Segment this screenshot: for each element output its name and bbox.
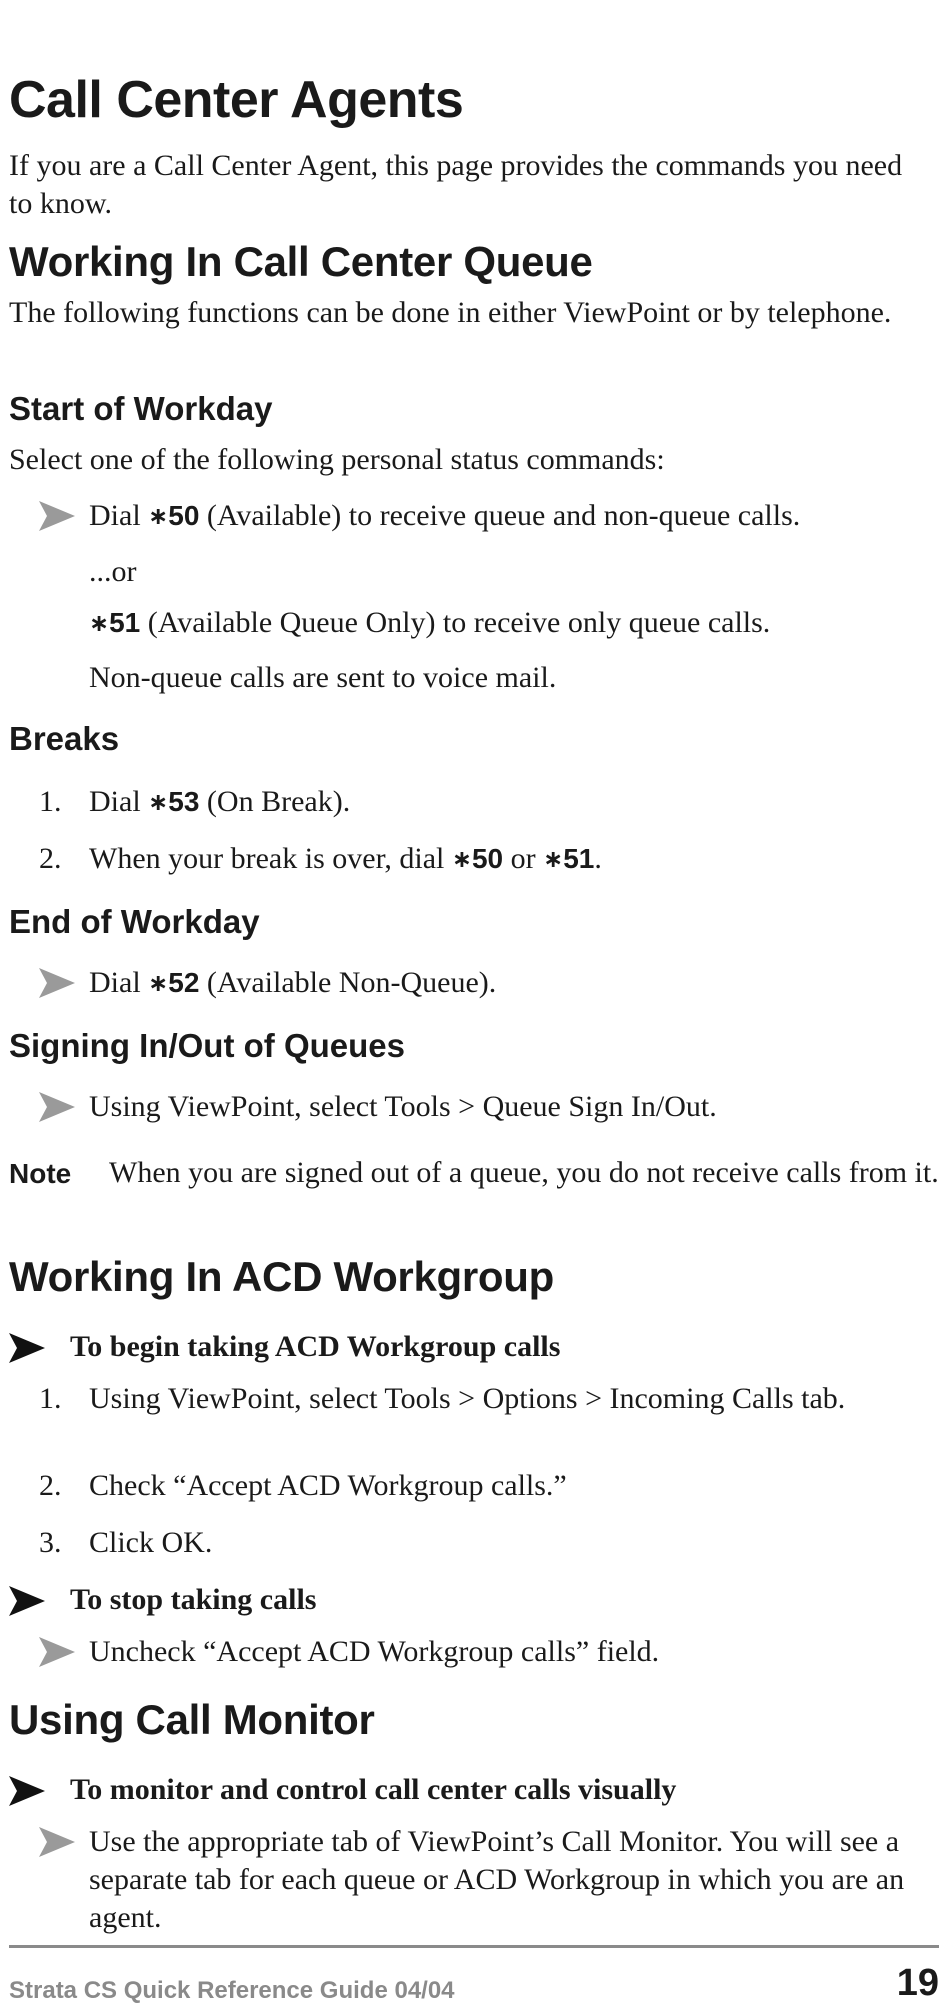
acd-stop-title: To stop taking calls — [70, 1583, 317, 1616]
code-51: 51 — [563, 843, 595, 874]
or-word: or — [510, 842, 536, 875]
star-symbol: ∗ — [89, 609, 110, 637]
acd-heading: Working In ACD Workgroup — [9, 1253, 554, 1300]
procedure-arrow-icon — [9, 1586, 45, 1616]
code-50: 50 — [168, 500, 200, 531]
footer-guide-title: Strata CS Quick Reference Guide 04/04 — [9, 1977, 455, 2004]
acd-step-2: Check “Accept ACD Workgroup calls.” — [89, 1469, 567, 1502]
start-heading: Start of Workday — [9, 390, 273, 427]
dial-51-line — [89, 604, 770, 643]
dial-prefix: Dial — [89, 785, 141, 818]
step-number: 1. — [39, 785, 62, 818]
nonqueue-text: Non-queue calls are sent to voice mail. — [89, 661, 557, 694]
queue-heading: Working In Call Center Queue — [9, 238, 593, 285]
note-label: Note — [9, 1158, 72, 1189]
bullet-arrow-icon — [39, 501, 75, 531]
page-title: Call Center Agents — [9, 71, 464, 129]
star-symbol: ∗ — [148, 788, 169, 816]
note-text: When you are signed out of a queue, you do not receive calls from it. — [109, 1156, 939, 1189]
break-step-1-text: (On Break). — [206, 785, 351, 818]
code-50: 50 — [471, 843, 504, 874]
step-number: 3. — [39, 1526, 62, 1559]
page-number: 19 — [896, 1962, 939, 2004]
end-dial-text: (Available Non-Queue). — [206, 966, 497, 999]
acd-step-1: Using ViewPoint, select Tools > Options > Incoming Calls tab. — [89, 1382, 846, 1415]
monitor-text: Use the appropriate tab of ViewPoint’s Call Monitor. You will see a separate tab for each queue or ACD Workgroup in which you are an agent. — [89, 1825, 905, 1934]
intro-text: If you are a Call Center Agent, this page provides the commands you need to know. — [9, 149, 903, 220]
bullet-arrow-icon — [39, 1637, 75, 1667]
end-heading: End of Workday — [9, 903, 260, 940]
bullet-arrow-icon — [39, 968, 75, 998]
break-step-1 — [89, 783, 350, 822]
dial-prefix: Dial — [89, 499, 141, 532]
code-52: 52 — [168, 967, 200, 998]
dial-prefix: Dial — [89, 966, 141, 999]
code-51: 51 — [109, 607, 141, 638]
signing-heading: Signing In/Out of Queues — [9, 1027, 405, 1064]
break-step-2 — [89, 840, 602, 879]
code-53: 53 — [168, 786, 200, 817]
end-dial-line — [89, 964, 496, 1003]
procedure-arrow-icon — [9, 1776, 45, 1806]
acd-step-3: Click OK. — [89, 1526, 213, 1559]
acd-begin-title: To begin taking ACD Workgroup calls — [70, 1330, 561, 1363]
acd-stop-text: Uncheck “Accept ACD Workgroup calls” field. — [89, 1635, 660, 1668]
dial-51-text: (Available Queue Only) to receive only queue calls. — [147, 606, 771, 639]
or-text: ...or — [89, 555, 137, 588]
step-number: 1. — [39, 1382, 62, 1415]
step-number: 2. — [39, 842, 62, 875]
dial-50-line — [89, 497, 800, 536]
star-symbol: ∗ — [543, 845, 564, 873]
dial-50-text: (Available) to receive queue and non-queue calls. — [206, 499, 801, 532]
start-intro: Select one of the following personal status commands: — [9, 443, 665, 476]
monitor-heading: Using Call Monitor — [9, 1696, 375, 1743]
break-step-2-text: When your break is over, dial — [89, 842, 445, 875]
signing-text: Using ViewPoint, select Tools > Queue Sign In/Out. — [89, 1090, 717, 1123]
breaks-heading: Breaks — [9, 720, 120, 757]
procedure-arrow-icon — [9, 1333, 45, 1363]
star-symbol: ∗ — [148, 969, 169, 997]
star-symbol: ∗ — [451, 845, 472, 873]
bullet-arrow-icon — [39, 1092, 75, 1122]
star-symbol: ∗ — [148, 502, 169, 530]
monitor-proc-title: To monitor and control call center calls visually — [70, 1773, 677, 1806]
footer-rule — [9, 1945, 939, 1948]
step-number: 2. — [39, 1469, 62, 1502]
bullet-arrow-icon — [39, 1827, 75, 1857]
period: . — [594, 842, 602, 875]
queue-intro: The following functions can be done in either ViewPoint or by telephone. — [9, 296, 892, 329]
